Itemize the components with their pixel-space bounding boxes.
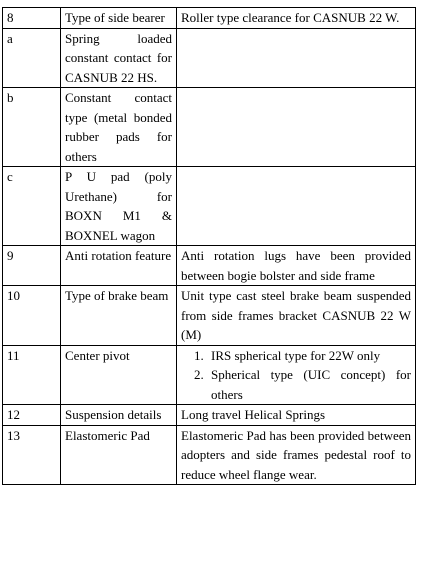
row-number: 10 — [3, 286, 61, 346]
table-row — [3, 246, 416, 286]
description-cell: Long travel Helical Springs — [177, 405, 416, 426]
item-cell: Type of brake beam — [61, 286, 177, 346]
table-row — [3, 405, 416, 426]
row-number: 11 — [3, 345, 61, 405]
description-cell: Anti rotation lugs have been provided between bogie bolster and side frame — [177, 246, 416, 286]
item-cell: Elastomeric Pad — [61, 425, 177, 485]
item-cell: P U pad (poly Urethane) for BOXN M1 & BOXNEL wagon — [61, 167, 177, 246]
table-row — [3, 88, 416, 167]
row-number: 8 — [3, 8, 61, 29]
item-cell: Constant contact type (metal bonded rubber pads for others — [61, 88, 177, 167]
row-number: b — [3, 88, 61, 167]
item-cell: Type of side bearer — [61, 8, 177, 29]
item-cell: Anti rotation feature — [61, 246, 177, 286]
row-number: a — [3, 28, 61, 88]
list-item: 1. IRS spherical type for 22W only — [207, 346, 411, 366]
item-cell: Spring loaded constant contact for CASNUB 22 HS. — [61, 28, 177, 88]
description-cell: Elastomeric Pad has been provided between adopters and side frames pedestal roof to reduce wheel flange wear. — [177, 425, 416, 485]
item-cell: Suspension details — [61, 405, 177, 426]
table-row — [3, 28, 416, 88]
table-row — [3, 425, 416, 485]
description-cell — [177, 28, 416, 88]
pivot-type-list — [181, 346, 411, 405]
row-number: c — [3, 167, 61, 246]
description-cell — [177, 88, 416, 167]
table-row — [3, 167, 416, 246]
description-cell: Unit type cast steel brake beam suspended from side frames bracket CASNUB 22 W (M) — [177, 286, 416, 346]
table-row — [3, 8, 416, 29]
row-number: 9 — [3, 246, 61, 286]
description-cell: Roller type clearance for CASNUB 22 W. — [177, 8, 416, 29]
row-number: 12 — [3, 405, 61, 426]
list-item: 2. Spherical type (UIC concept) for others — [207, 365, 411, 404]
specification-table — [2, 7, 416, 485]
description-cell — [177, 345, 416, 405]
table-row — [3, 345, 416, 405]
table-row — [3, 286, 416, 346]
row-number: 13 — [3, 425, 61, 485]
description-cell — [177, 167, 416, 246]
item-cell: Center pivot — [61, 345, 177, 405]
